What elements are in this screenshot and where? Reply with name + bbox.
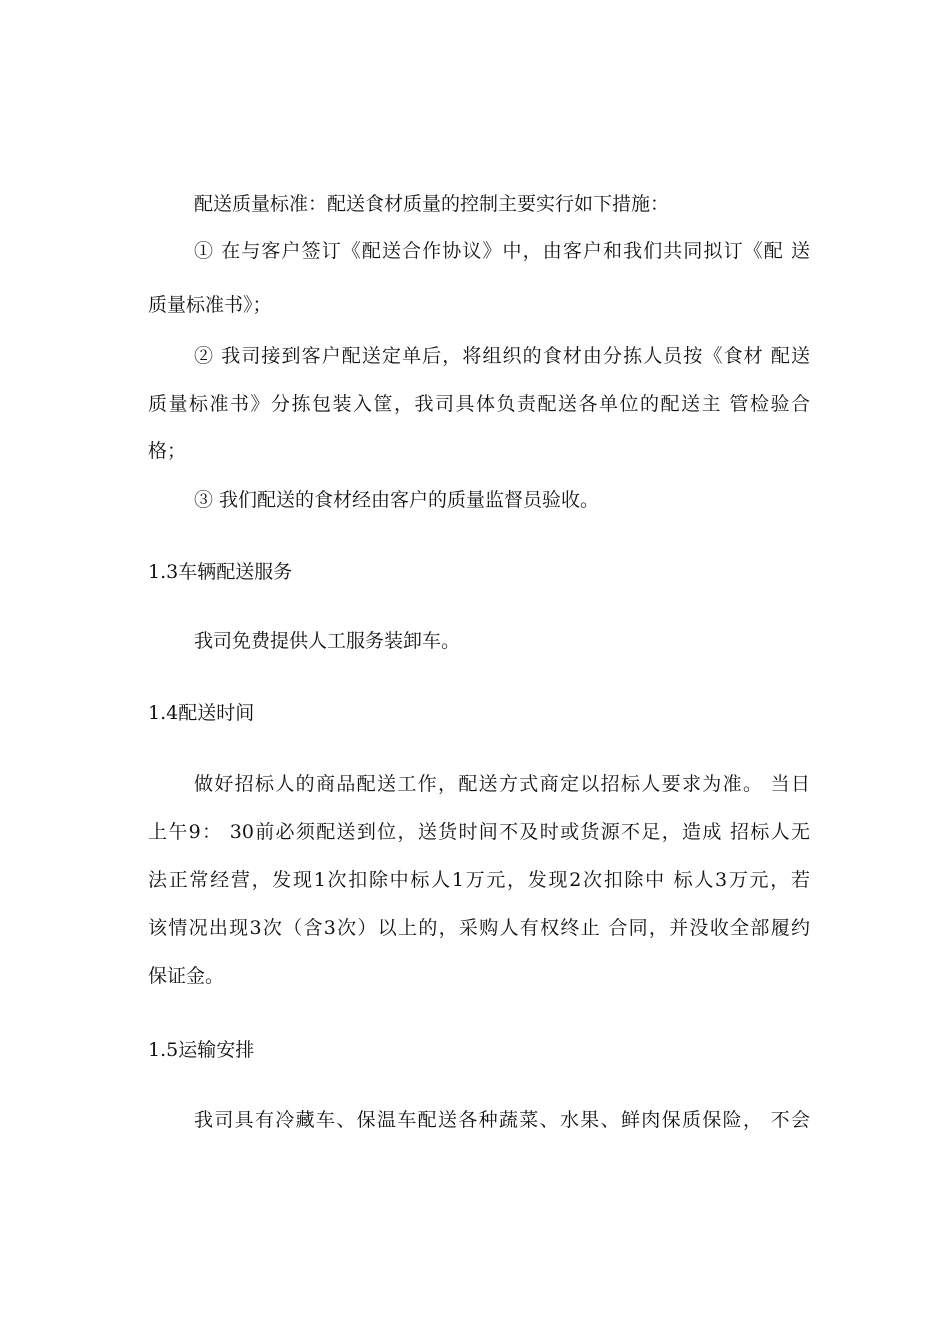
paragraph-delivery-time-line-1: 做好招标人的商品配送工作，配送方式商定以招标人要求为准。 当日 <box>194 773 810 795</box>
paragraph-measure-2-line-2: 质量标准书》分拣包装入筐，我司具体负责配送各单位的配送主 管检验合 <box>148 393 810 415</box>
paragraph-delivery-time-line-5: 保证金。 <box>148 965 225 987</box>
section-heading-1-3: 1.3车辆配送服务 <box>148 561 293 583</box>
section-heading-1-4: 1.4配送时间 <box>148 702 255 724</box>
section-heading-1-5: 1.5运输安排 <box>148 1039 255 1061</box>
paragraph-measure-2-line-1: ② 我司接到客户配送定单后，将组织的食材由分拣人员按《食材 配送 <box>194 345 810 367</box>
paragraph-measure-1-line-1: ① 在与客户签订《配送合作协议》中，由客户和我们共同拟订《配 送 <box>194 240 810 262</box>
paragraph-measure-1-line-2: 质量标准书》； <box>148 294 272 316</box>
paragraph-delivery-time-line-3: 法正常经营，发现1次扣除中标人1万元，发现2次扣除中 标人3万元，若 <box>148 869 810 891</box>
paragraph-measure-3: ③ 我们配送的食材经由客户的质量监督员验收。 <box>194 489 600 511</box>
paragraph-delivery-time-line-2: 上午9： 30前必须配送到位，送货时间不及时或货源不足，造成 招标人无 <box>148 821 810 843</box>
paragraph-delivery-time-line-4: 该情况出现3次（含3次）以上的，采购人有权终止 合同，并没收全部履约 <box>148 917 810 939</box>
paragraph-vehicle-service: 我司免费提供人工服务装卸车。 <box>194 630 461 652</box>
paragraph-transport-arrangement: 我司具有冷藏车、保温车配送各种蔬菜、水果、鲜肉保质保险， 不会 <box>194 1109 810 1131</box>
paragraph-quality-standard-intro: 配送质量标准：配送食材质量的控制主要实行如下措施： <box>194 193 670 215</box>
paragraph-measure-2-line-3: 格； <box>148 440 187 462</box>
